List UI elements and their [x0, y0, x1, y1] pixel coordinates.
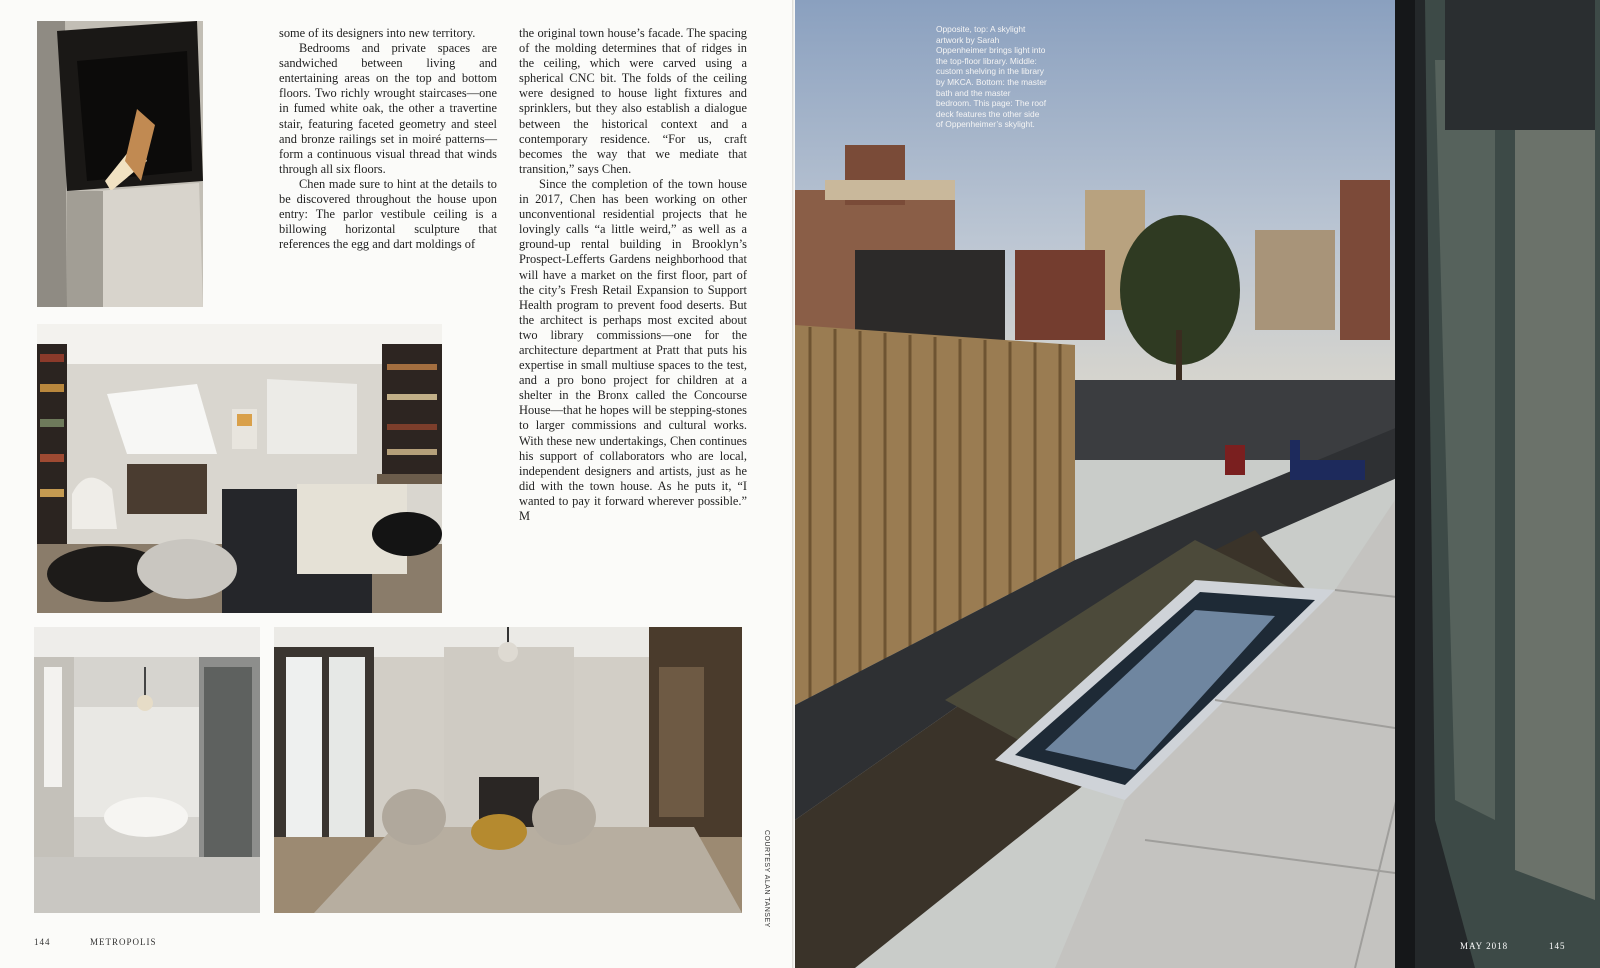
- right-folio-number: 145: [1549, 941, 1566, 951]
- paragraph: some of its designers into new territory.: [279, 26, 476, 40]
- photo-caption: Opposite, top: A skylight artwork by Sarah Oppenheimer brings light into the top-floor library. Middle: custom shelving in the library by MKCA. Bottom: the master bath and the master bedroom. This page: The roof deck features the other side of Oppenheimer’s skylight.: [936, 24, 1047, 130]
- roof-deck-photo: [795, 0, 1600, 968]
- library-shelving-photo: [37, 324, 442, 613]
- master-bath-photo: [34, 627, 260, 913]
- body-text-column-2: [519, 26, 747, 524]
- issue-date: MAY 2018: [1460, 941, 1509, 951]
- left-folio-number: 144: [34, 937, 51, 947]
- paragraph: Bedrooms and private spaces are sandwiched between living and entertaining areas on the top and bottom floors. Two richly wrought staircases—one in fumed white oak, the other a travertine stair, featuring faceted geometry and steel and bronze railings set in moiré patterns—form a continuous visual thread that winds through all six floors.: [279, 41, 497, 176]
- master-bedroom-photo: [274, 627, 742, 913]
- skylight-artwork-photo: [37, 21, 203, 307]
- body-text-column-1: [279, 26, 497, 252]
- right-page: [795, 0, 1600, 968]
- photo-credit-text: COURTESY ALAN TANSEY: [763, 830, 770, 928]
- left-page: [0, 0, 795, 968]
- photo-credit: [758, 830, 772, 928]
- paragraph: the original town house’s facade. The spacing of the molding determines that of ridges in the ceiling, which were carved using a spherical CNC bit. The folds of the ceiling were designed to house light fixtures and sprinklers, but they also establish a dialogue between the historical context and a contemporary residence. “For us, craft becomes the way that we mediate that transition,” says Chen.: [519, 26, 747, 176]
- paragraph: Chen made sure to hint at the details to be discovered throughout the house upon entry: The parlor vestibule ceiling is a billowing horizontal sculpture that references the egg and dart moldings of: [279, 176, 497, 252]
- paragraph: Since the completion of the town house in 2017, Chen has been working on other unconventional residential projects that he lovingly calls “a little weird,” as well as a ground-up rental building in Brooklyn’s Prospect-Lefferts Gardens neighborhood that will have a market on the first floor, part of the city’s Fresh Retail Expansion to Support Health program to prevent food deserts. But the architect is perhaps most excited about two library commissions—one for the architecture department at Pratt that puts his expertise in small multiuse spaces to the test, and a pro bono project for children at a shelter in the Bronx called the Concourse House—that he hopes will be stepping-stones to larger commissions and cultural works. With these new undertakings, Chen continues his support of collaborators who are local, independent designers and artists, just as he did with the town house. As he puts it, “I wanted to pay it forward wherever possible.” M: [519, 176, 747, 523]
- magazine-name: METROPOLIS: [90, 937, 157, 947]
